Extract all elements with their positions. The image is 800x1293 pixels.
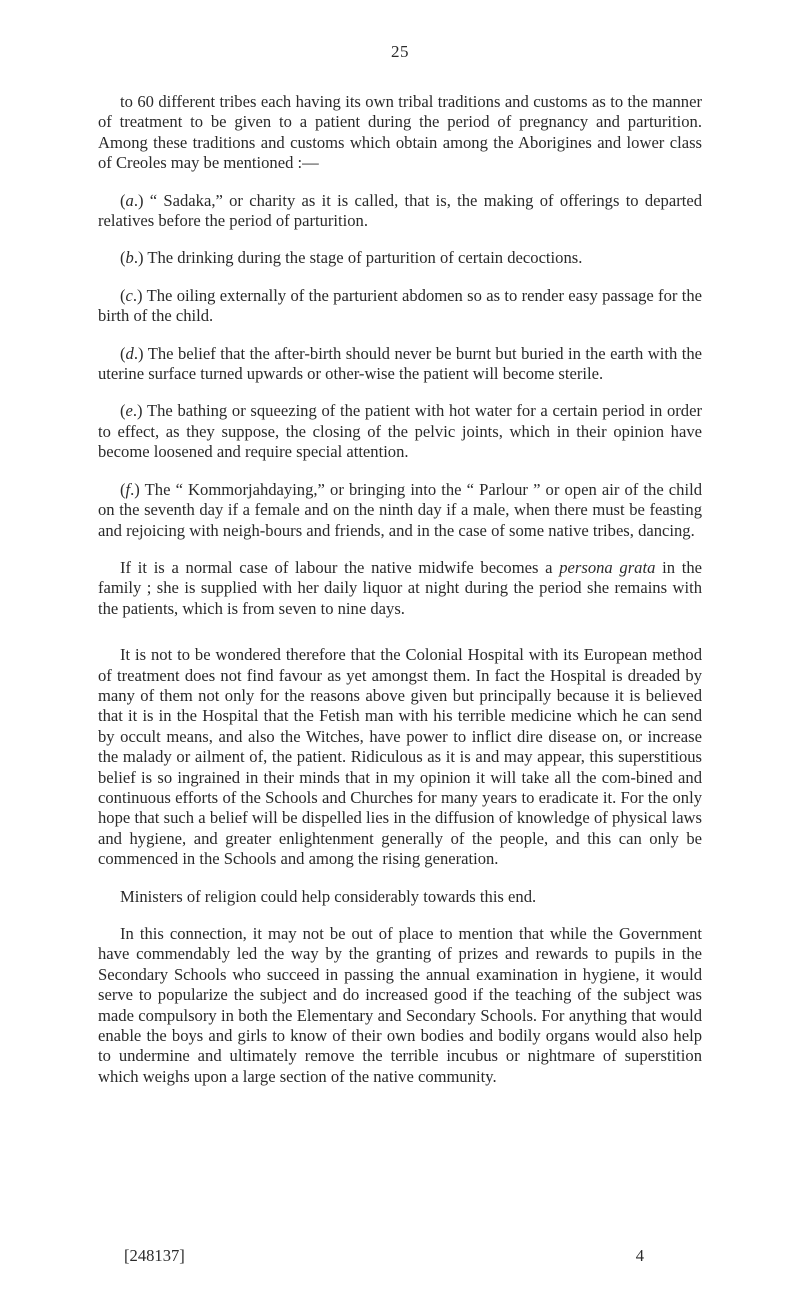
list-item-d: (d.) The belief that the after-birth should never be burnt but buried in the earth with the uterine surface turned upwards or other-wise the patient will become sterile.	[98, 343, 702, 384]
item-letter: b	[125, 248, 134, 268]
persona-grata-phrase: persona grata	[559, 557, 656, 577]
print-code: [248137]	[124, 1246, 185, 1265]
hygiene-paragraph: In this connection, it may not be out of place to mention that while the Government have commendably led the way by the granting of prizes and rewards to pupils in the Secondary Schools who succeed in passing the annual examination in hygiene, it would serve to popularize the subject and do increased good if the teaching of the subject was made compulsory in both the Elementary and Secondary Schools. For anything that would enable the boys and girls to know of their own bodies and bodily organs would also help to undermine and ultimately remove the terrible incubus or nightmare of superstition which weighs upon a large section of the native community.	[98, 924, 702, 1086]
list-item-c: (c.) The oiling externally of the parturient abdomen so as to render easy passage for the birth of the child.	[98, 285, 702, 326]
midwife-paragraph	[98, 558, 702, 619]
item-letter: e	[125, 401, 133, 421]
page-footer	[124, 1246, 644, 1266]
item-letter: d	[125, 343, 134, 363]
midwife-text-after: in the family ; she is supplied with her daily liquor at night during the period she remains with the patients, which is from seven to nine days.	[98, 557, 702, 618]
item-letter: a	[125, 190, 134, 210]
hospital-paragraph: It is not to be wondered therefore that the Colonial Hospital with its European method of treatment does not find favour as yet amongst them. In fact the Hospital is dreaded by many of them not only for the reasons above given but principally because it is believed that it is in the Hospital that the Fetish man with his terrible medicine which he can send by occult means, and also the Witches, have power to inflict dire disease on, or increase the malady or ailment of, the patient. Ridiculous as it is and may appear, this superstitious belief is so ingrained in their minds that in my opinion it will take all the com-bined and continuous efforts of the Schools and Churches for many years to eradicate it. For the only hope that such a belief will be dispelled lies in the diffusion of knowledge of physical laws and hygiene, and greater enlightenment generally of the people, and this can only be commenced in the Schools and among the rising generation.	[98, 645, 702, 869]
ministers-paragraph: Ministers of religion could help considerably towards this end.	[120, 886, 537, 906]
page-number: 25	[391, 42, 409, 61]
item-text: “ Sadaka,” or charity as it is called, that is, the making of offerings to departed relatives before the period of parturition.	[98, 190, 702, 231]
list-item-b: (b.) The drinking during the stage of parturition of certain decoctions.	[120, 248, 583, 268]
midwife-text-before: If it is a normal case of labour the native midwife becomes a	[120, 557, 553, 577]
item-letter: f	[125, 479, 131, 499]
list-item-e: (e.) The bathing or squeezing of the patient with hot water for a certain period in order to effect, as they suppose, the closing of the pelvic joints, which in their opinion have become loosened and require special attention.	[98, 401, 702, 462]
item-text: The belief that the after-birth should never be burnt but buried in the earth with the uterine surface turned upwards or other-wise the patient will become sterile.	[98, 343, 702, 384]
list-item-f: (f.) The “ Kommorjahdaying,” or bringing into the “ Parlour ” or open air of the child on the seventh day if a female and on the ninth day if a male, when there must be feasting and rejoicing with neigh-bours and friends, and in the case of some native tribes, dancing.	[98, 479, 702, 540]
item-text: The “ Kommorjahdaying,” or bringing into the “ Parlour ” or open air of the child on the seventh day if a female and on the ninth day if a male, when there must be feasting and rejoicing with neigh-bours and friends, and in the case of some native tribes, dancing.	[98, 479, 702, 540]
item-text: The drinking during the stage of parturition of certain decoctions.	[147, 248, 583, 268]
item-text: The oiling externally of the parturient abdomen so as to render easy passage for the birth of the child.	[98, 285, 702, 326]
signature-mark: 4	[635, 1246, 644, 1265]
list-item-a: (a.) “ Sadaka,” or charity as it is called, that is, the making of offerings to departed relatives before the period of parturition.	[98, 190, 702, 231]
item-letter: c	[125, 285, 133, 305]
item-text: The bathing or squeezing of the patient with hot water for a certain period in order to effect, as they suppose, the closing of the pelvic joints, which in their opinion have become loosened and require special attention.	[98, 401, 702, 462]
body-text	[98, 92, 702, 1087]
intro-paragraph: to 60 different tribes each having its own tribal traditions and customs as to the manner of treatment to be given to a patient during the period of pregnancy and parturition. Among these traditions and customs which obtain among the Aborigines and lower class of Creoles may be mentioned :—	[98, 92, 702, 173]
